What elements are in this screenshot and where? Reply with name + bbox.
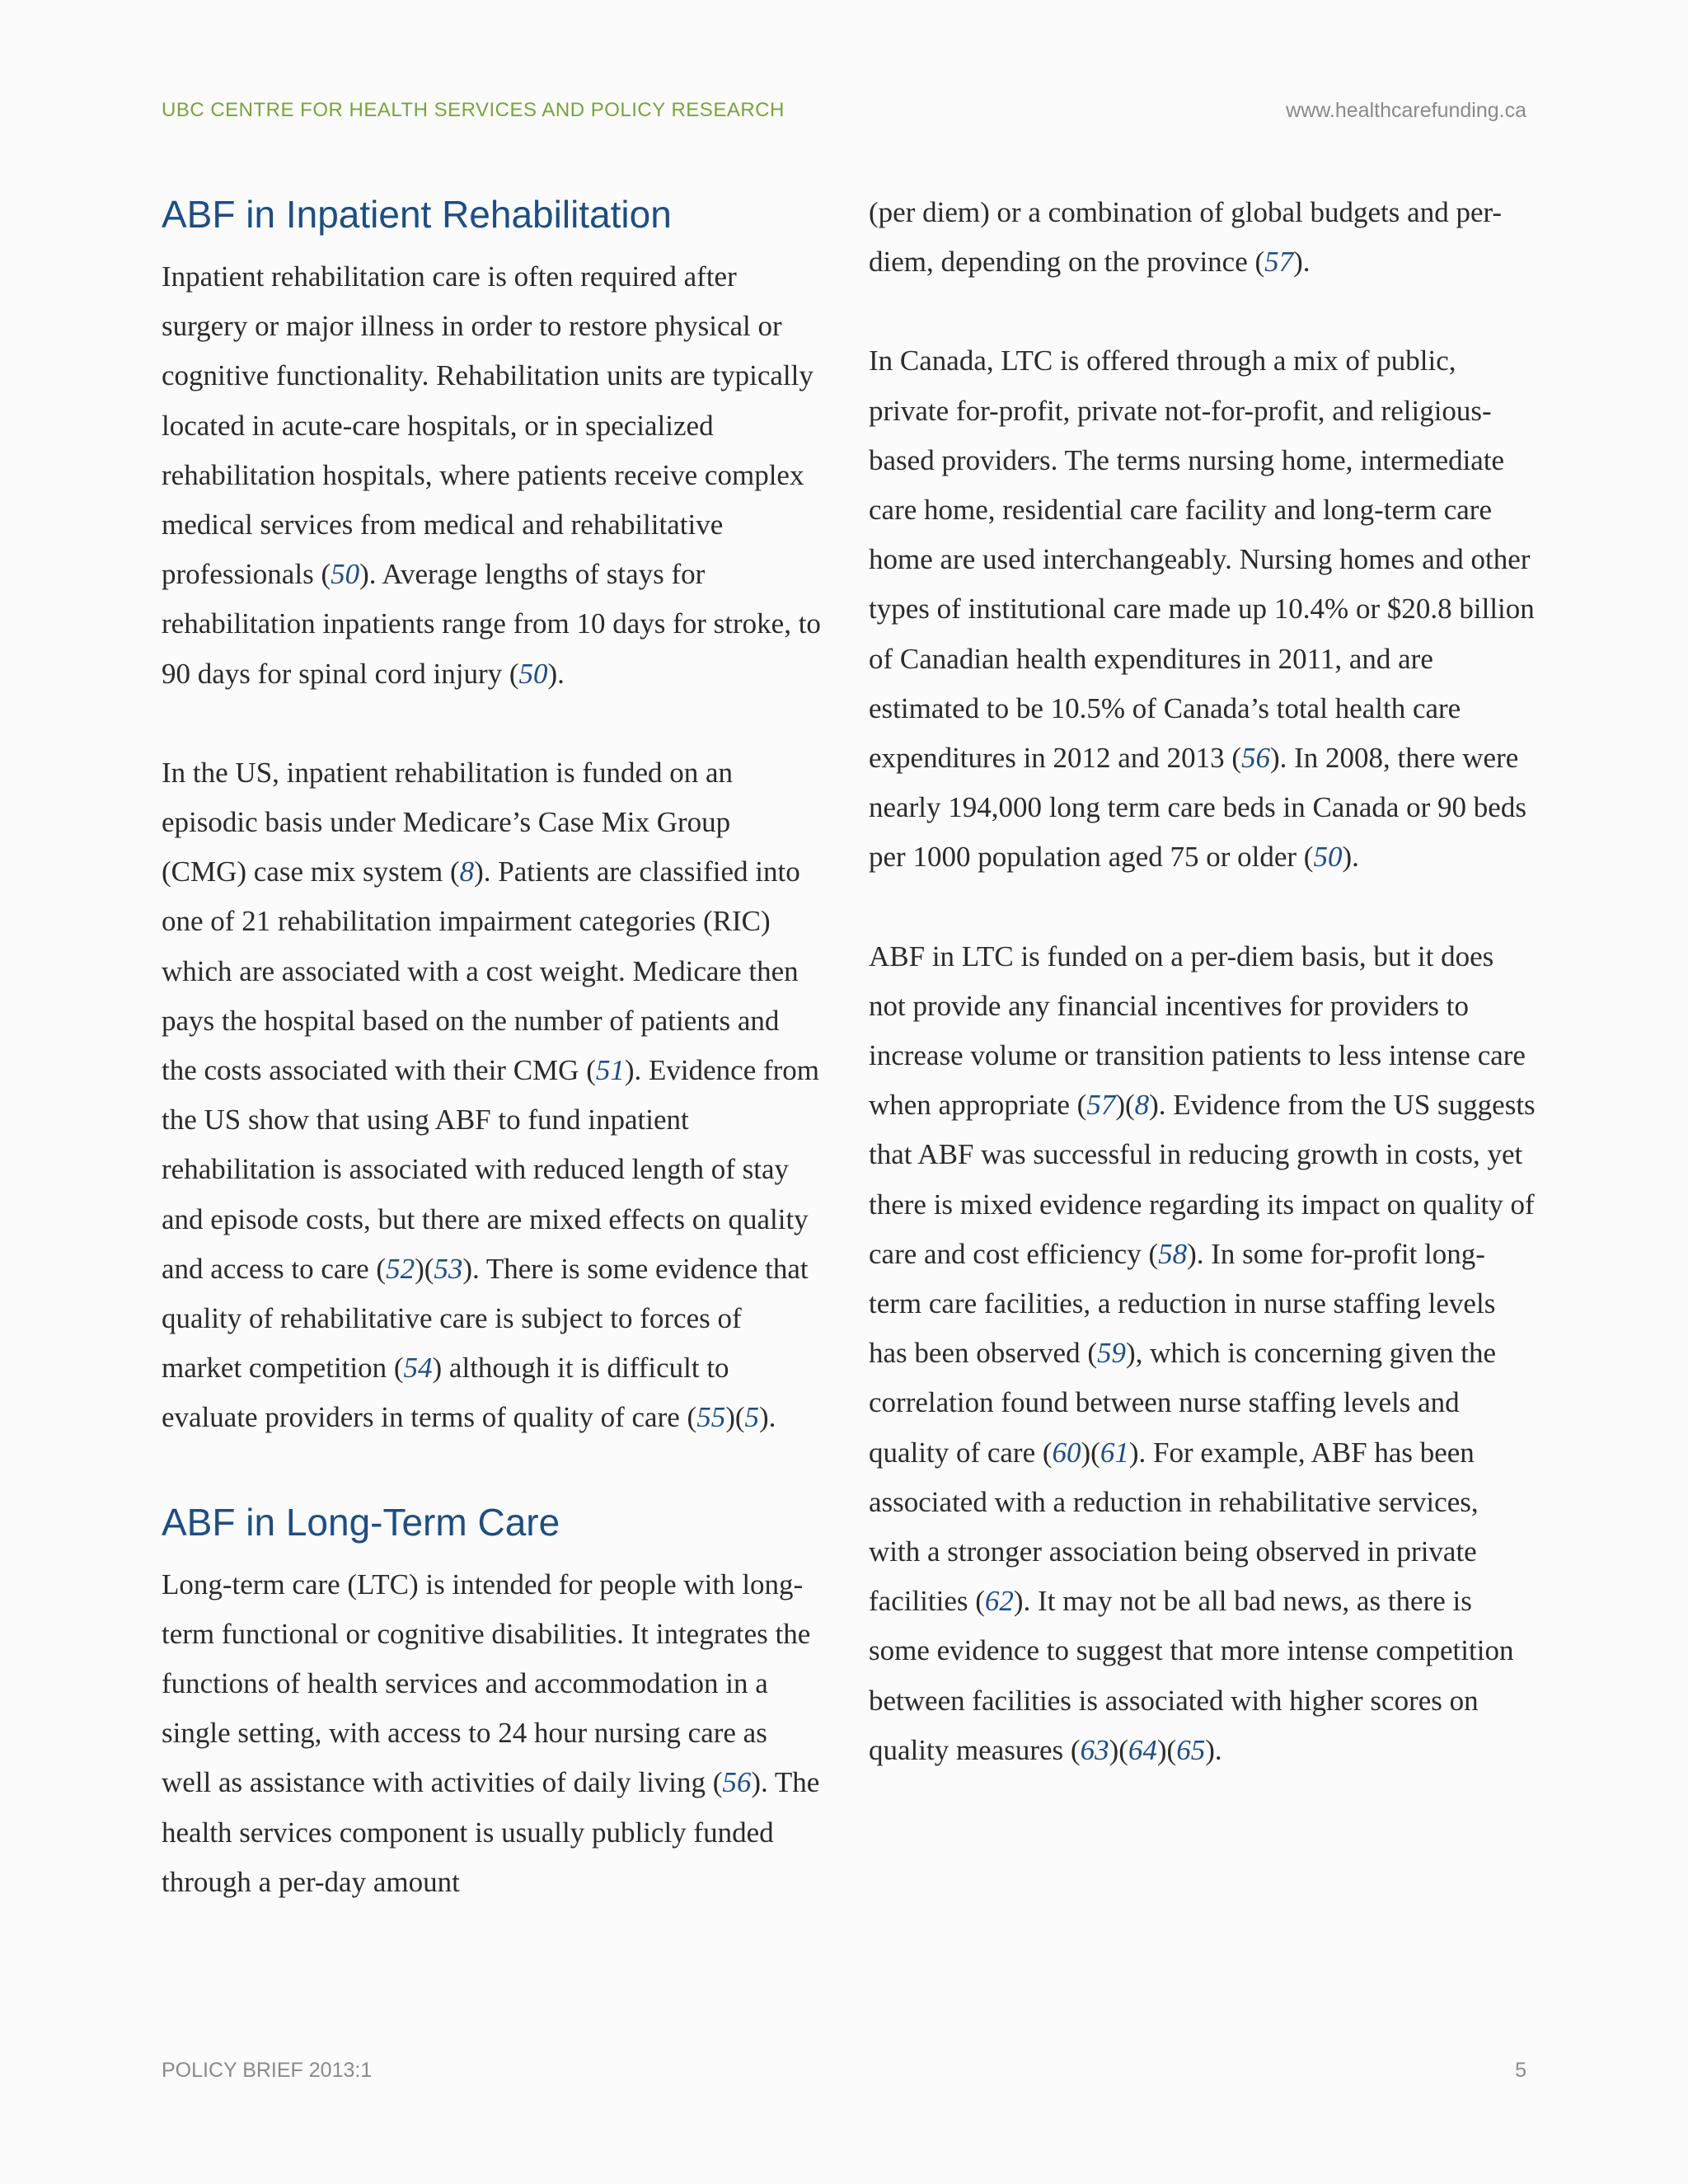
right-column — [869, 188, 1536, 1775]
citation-ref[interactable]: 8 — [459, 855, 475, 888]
citation-ref[interactable]: 62 — [984, 1585, 1014, 1618]
citation-ref[interactable]: 50 — [331, 558, 360, 591]
paragraph-rehab-intro: Inpatient rehabilitation care is often required after surgery or major illness in order to restore physical or cognitive functionality. Rehabilitation units are typically located in acute-care hospitals, or in specialized rehabilitation hospitals, where patients receive complex medical services from medical and rehabilitative professionals (50). Average lengths of stays for rehabilitation inpatients range from 10 days for stroke, to 90 days for spinal cord injury (50). — [162, 260, 821, 690]
section-heading-rehabilitation: ABF in Inpatient Rehabilitation — [162, 193, 672, 236]
citation-ref[interactable]: 56 — [722, 1766, 752, 1799]
citation-ref[interactable]: 52 — [386, 1252, 415, 1285]
section-heading-long-term-care: ABF in Long-Term Care — [162, 1500, 560, 1544]
citation-ref[interactable]: 57 — [1264, 246, 1294, 279]
citation-ref[interactable]: 51 — [595, 1054, 625, 1087]
page-number: 5 — [1515, 2059, 1526, 2082]
footer-brief-label: POLICY BRIEF 2013:1 — [162, 2059, 373, 2082]
header-website-link[interactable]: www.healthcarefunding.ca — [1286, 99, 1526, 122]
citation-ref[interactable]: 8 — [1134, 1089, 1150, 1122]
left-column — [162, 188, 821, 1907]
citation-ref[interactable]: 58 — [1158, 1237, 1188, 1270]
citation-ref[interactable]: 63 — [1080, 1733, 1109, 1766]
paragraph-rehab-us: In the US, inpatient rehabilitation is funded on an episodic basis under Medicare’s Case Mix Group (CMG) case mix system (8). Patients are classified into one of 21 rehabilitation impairment categories (RIC) which are associated with a cost weight. Medicare then pays the hospital based on the number of patients and the costs associated with their CMG (51). Evidence from the US show that using ABF to fund inpatient rehabilitation is associated with reduced length of stay and episode costs, but there are mixed effects on quality and access to care (52)(53). There is some evidence that quality of rehabilitative care is subject to forces of market competition (54) although it is difficult to evaluate providers in terms of quality of care (55)(5). — [162, 756, 820, 1434]
citation-ref[interactable]: 50 — [1313, 841, 1343, 874]
citation-ref[interactable]: 55 — [696, 1401, 726, 1434]
citation-ref[interactable]: 61 — [1100, 1436, 1129, 1469]
citation-ref[interactable]: 54 — [403, 1352, 433, 1385]
citation-ref[interactable]: 56 — [1241, 742, 1270, 775]
citation-ref[interactable]: 59 — [1096, 1337, 1126, 1370]
paragraph-ltc-abf: ABF in LTC is funded on a per-diem basis, but it does not provide any financial incentives for providers to increase volume or transition patients to less intense care when appropriate (57)(8). Evidence from the US suggests that ABF was successful in reducing growth in costs, yet there is mixed evidence regarding its impact on quality of care and cost efficiency (58). In some for-profit long-term care facilities, a reduction in nurse staffing levels has been observed (59), which is concerning given the correlation found between nurse staffing levels and quality of care (60)(61). For example, ABF has been associated with a reduction in rehabilitative services, with a stronger association being observed in private facilities (62). It may not be all bad news, as there is some evidence to suggest that more intense competition between facilities is associated with higher scores on quality measures (63)(64)(65). — [869, 940, 1536, 1766]
citation-ref[interactable]: 64 — [1128, 1733, 1157, 1766]
citation-ref[interactable]: 57 — [1086, 1089, 1116, 1122]
citation-ref[interactable]: 65 — [1176, 1733, 1206, 1766]
paragraph-ltc-intro-continued: (per diem) or a combination of global budgets and per-diem, depending on the province (57). — [869, 196, 1503, 279]
header-organization: UBC CENTRE FOR HEALTH SERVICES AND POLICY RESEARCH — [162, 99, 785, 121]
paragraph-ltc-intro: Long-term care (LTC) is intended for people with long-term functional or cognitive disabilities. It integrates the functions of health services and accommodation in a single setting, with access to 24 hour nursing care as well as assistance with activities of daily living (56). The health services component is usually publicly funded through a per-day amount — [162, 1568, 820, 1898]
citation-ref[interactable]: 60 — [1052, 1436, 1081, 1469]
citation-ref[interactable]: 5 — [744, 1401, 760, 1434]
citation-ref[interactable]: 53 — [434, 1252, 463, 1285]
citation-ref[interactable]: 50 — [518, 657, 548, 690]
paragraph-ltc-canada: In Canada, LTC is offered through a mix of public, private for-profit, private not-for-profit, and religious-based providers. The terms nursing home, intermediate care home, residential care facility and long-term care home are used interchangeably. Nursing homes and other types of institutional care made up 10.4% or $20.8 billion of Canadian health expenditures in 2011, and are estimated to be 10.5% of Canada’s total health care expenditures in 2012 and 2013 (56). In 2008, there were nearly 194,000 long term care beds in Canada or 90 beds per 1000 population aged 75 or older (50). — [869, 344, 1535, 874]
